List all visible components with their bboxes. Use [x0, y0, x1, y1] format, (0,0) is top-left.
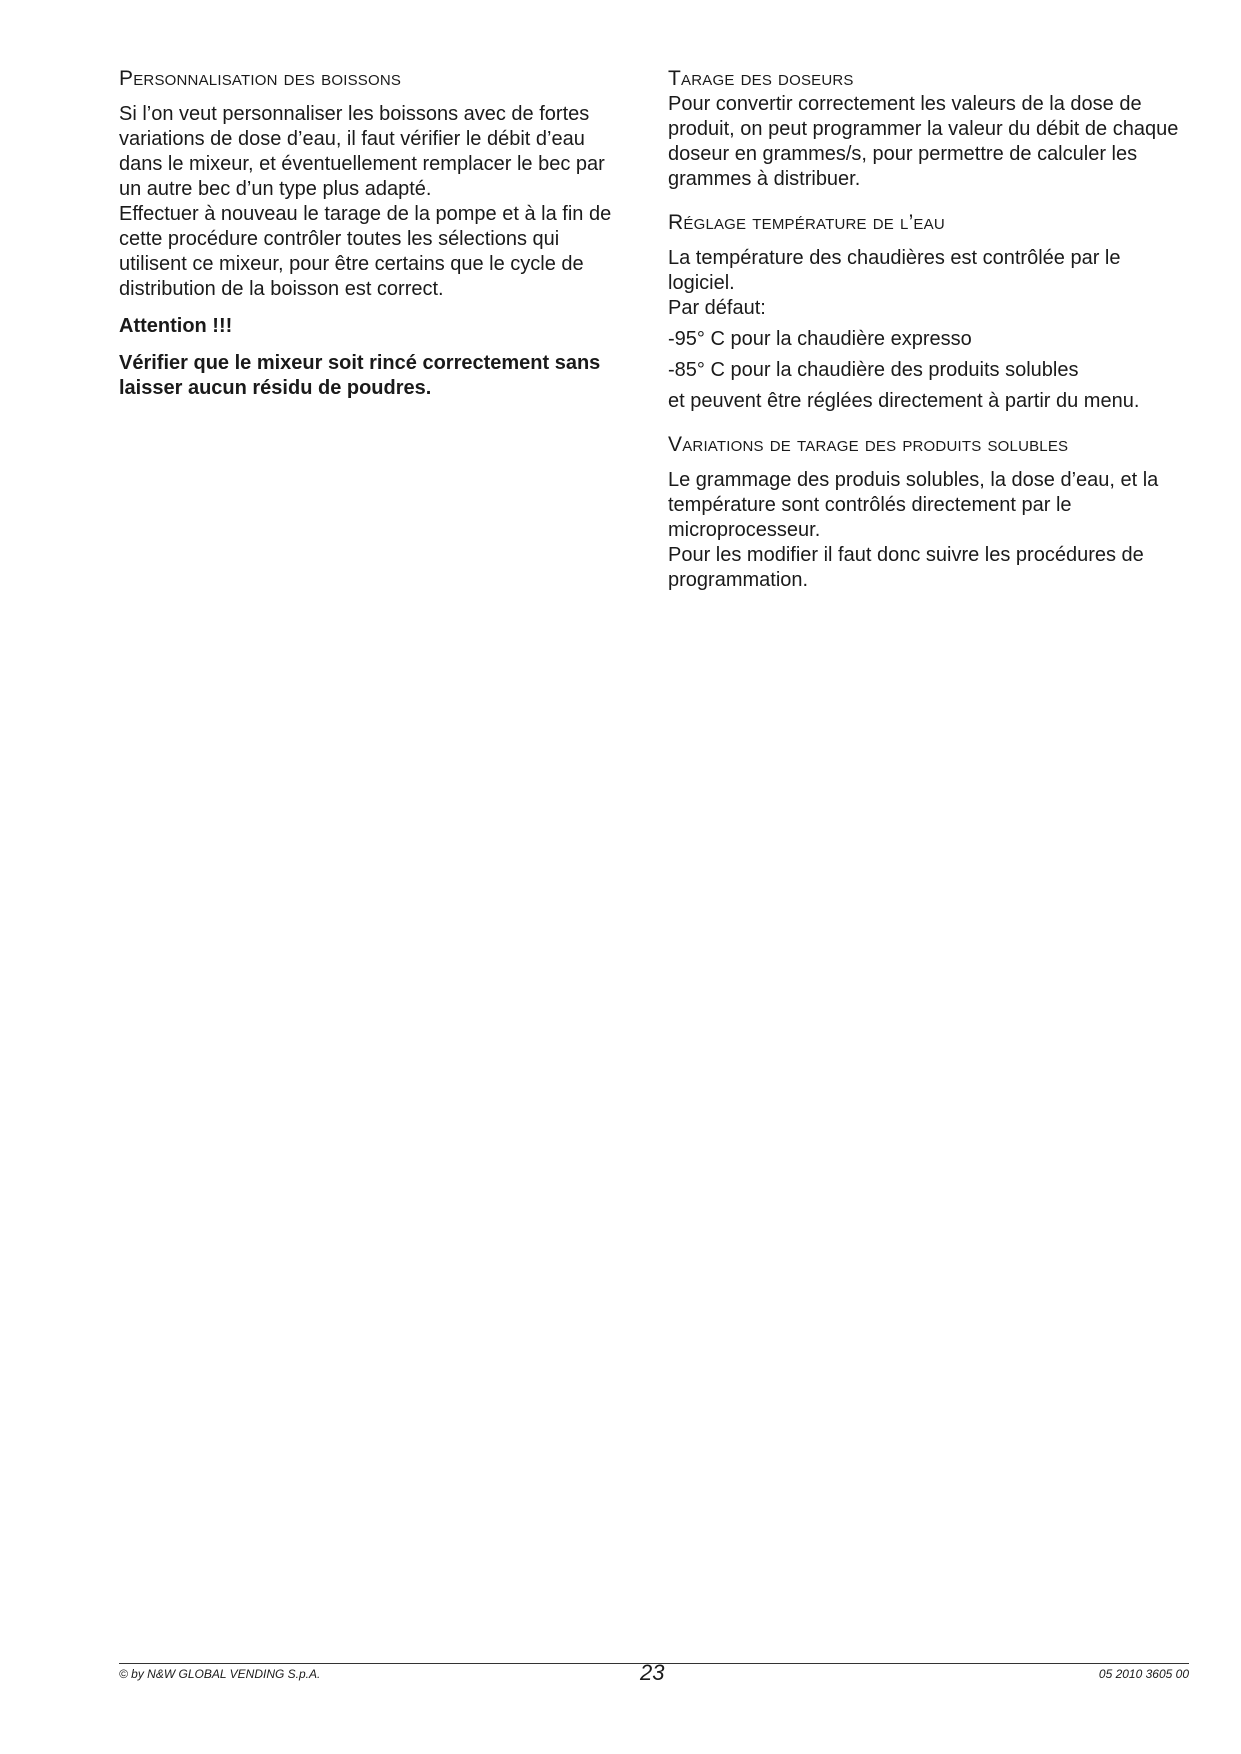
section-heading: Réglage température de l’eau — [668, 211, 945, 234]
paragraph: Si l’on veut personnaliser les boissons avec de fortes variations de dose d’eau, il faut vérifier le débit d’eau dans le mixeur, et éventuellement remplacer le bec par un autre bec d’un type plus adapté. — [119, 103, 605, 200]
section-personnalisation — [119, 66, 629, 401]
section-heading: Tarage des doseurs — [668, 67, 854, 90]
list-item: -95° C pour la chaudière expresso — [668, 328, 972, 350]
page-number: 23 — [640, 1660, 665, 1685]
attention-label: Attention !!! — [119, 315, 233, 337]
section-variations-tarage — [668, 432, 1188, 593]
paragraph: et peuvent être réglées directement à partir du menu. — [668, 390, 1140, 412]
paragraph: Pour convertir correctement les valeurs de la dose de produit, on peut programmer la valeur du débit de chaque doseur en grammes/s, pour permettre de calculer les grammes à distribuer. — [668, 93, 1179, 190]
section-heading: Personnalisation des boissons — [119, 67, 402, 90]
section-reglage-temperature — [668, 210, 1188, 414]
section-heading: Variations de tarage des produits solubles — [668, 433, 1069, 456]
warning-text: Vérifier que le mixeur soit rincé correctement sans laisser aucun résidu de poudres. — [119, 352, 601, 399]
paragraph: Le grammage des produis solubles, la dose d’eau, et la température sont contrôlés directement par le microprocesseur. — [668, 469, 1159, 541]
paragraph: Pour les modifier il faut donc suivre les procédures de programmation. — [668, 544, 1144, 591]
left-column — [119, 66, 629, 419]
list-item: -85° C pour la chaudière des produits solubles — [668, 359, 1079, 381]
footer-doc-code: 05 2010 3605 00 — [1098, 1667, 1189, 1681]
paragraph: La température des chaudières est contrôlée par le logiciel. — [668, 247, 1121, 294]
footer-copyright: © by N&W GLOBAL VENDING S.p.A. — [119, 1667, 321, 1681]
paragraph: Par défaut: — [668, 297, 766, 319]
section-tarage-doseurs — [668, 66, 1188, 192]
right-column — [668, 66, 1188, 611]
paragraph: Effectuer à nouveau le tarage de la pompe et à la fin de cette procédure contrôler toutes les sélections qui utilisent ce mixeur, pour être certains que le cycle de distribution de la boisson est correct. — [119, 203, 612, 300]
